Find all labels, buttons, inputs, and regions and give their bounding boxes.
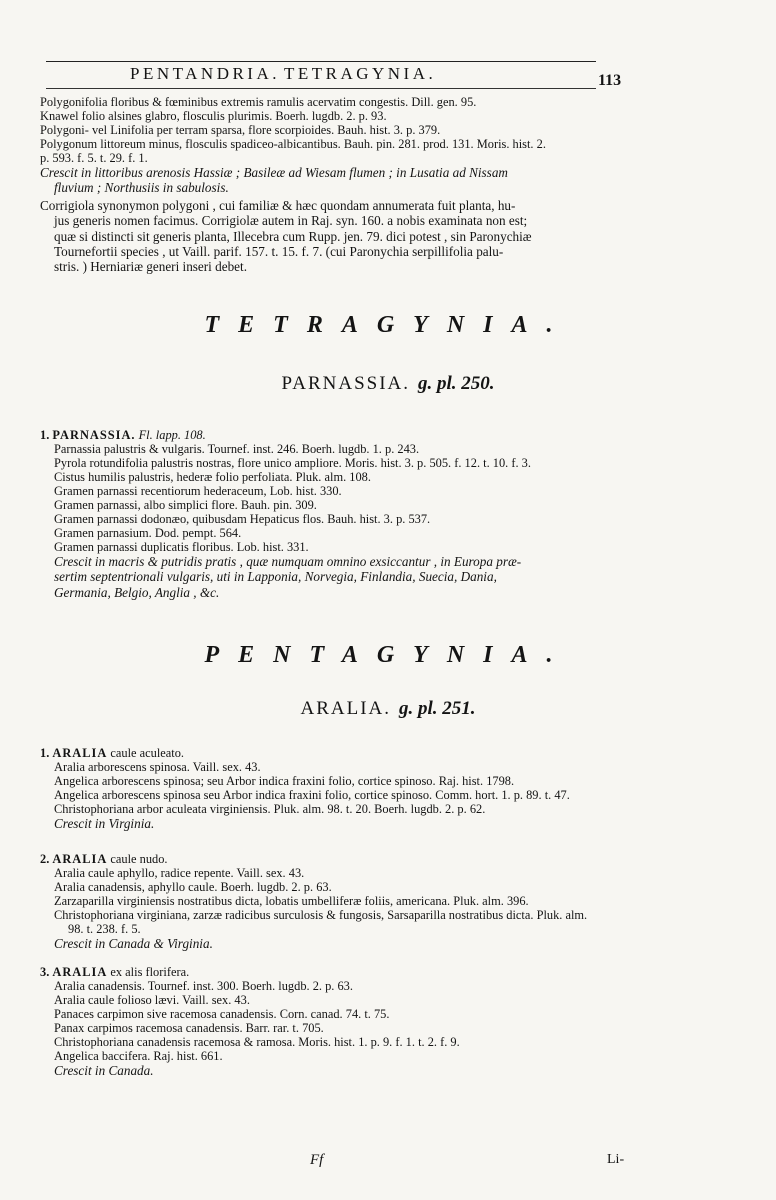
species-entry-aralia-2 — [40, 852, 740, 951]
species-diagnosis: caule aculeato. — [107, 746, 185, 760]
habitat-line: Germania, Belgio, Anglia , &c. — [54, 584, 220, 600]
synonym-line: Gramen parnassi, albo simplici flore. Bauh. pin. 309. — [54, 498, 317, 512]
genus-title-parnassia — [0, 373, 776, 395]
synonym-line: Aralia canadensis. Tournef. inst. 300. Boerh. lugdb. 2. p. 63. — [54, 979, 353, 993]
synonym-line: Christophoriana virginiana, zarzæ radicibus surculosis & fungosis, Sarsaparilla nostratibus dicta. Pluk. alm. — [54, 908, 588, 922]
species-heading — [40, 852, 740, 866]
species-entry-parnassia-1 — [40, 428, 740, 600]
habitat-line: Crescit in Virginia. — [54, 816, 155, 831]
running-header — [0, 62, 776, 90]
synonym-line: Christophoriana arbor aculeata virginiensis. Pluk. alm. 98. t. 20. Boerh. lugdb. 2. p. 62. — [54, 802, 486, 816]
habitat-line: fluvium ; Northusiis in sabulosis. — [54, 180, 229, 196]
synonym-line: Polygonifolia floribus & fœminibus extremis ramulis acervatim congestis. Dill. gen. 95. — [40, 95, 477, 109]
synonym-line: Pyrola rotundifolia palustris nostras, flore unico ampliore. Moris. hist. 3. p. 505. f. 12. t. 10. f. 3. — [54, 456, 531, 470]
note-line: jus generis nomen facimus. Corrigiolæ autem in Raj. syn. 160. a nobis examinata non est; — [54, 213, 528, 229]
synonym-line: Christophoriana canadensis racemosa & ramosa. Moris. hist. 1. p. 9. f. 1. t. 2. f. 9. — [54, 1035, 460, 1049]
genus-name: PARNASSIA. — [281, 373, 411, 394]
species-diagnosis: Fl. lapp. 108. — [135, 428, 206, 442]
species-entry-aralia-3 — [40, 965, 740, 1078]
species-heading — [40, 428, 740, 442]
species-number: 3. — [40, 965, 50, 979]
habitat-line: Crescit in Canada. — [54, 1063, 154, 1078]
habitat-line: Crescit in Canada & Virginia. — [54, 936, 213, 951]
species-number: 2. — [40, 852, 50, 866]
synonym-line: Angelica arborescens spinosa; seu Arbor indica fraxini folio, cortice spinoso. Raj. hist. 1798. — [54, 774, 515, 788]
species-diagnosis: ex alis florifera. — [107, 965, 190, 979]
habitat-line: Crescit in macris & putridis pratis , quæ numquam omnino exsiccantur , in Europa præ- — [54, 554, 522, 569]
section-title-pentagynia: PENTAGYNIA. — [204, 642, 572, 668]
species-diagnosis: caule nudo. — [107, 852, 168, 866]
species-heading — [40, 965, 740, 979]
species-number: 1. — [40, 428, 50, 442]
synonym-line: Gramen parnasium. Dod. pempt. 564. — [54, 526, 242, 540]
synonym-line: Gramen parnassi recentiorum hederaceum, Lob. hist. 330. — [54, 484, 342, 498]
note-line: Corrigiola synonymon polygoni , cui familiæ & hæc quondam annumerata fuit planta, hu- — [40, 197, 516, 213]
running-head-sep: . — [272, 64, 277, 83]
synonym-line: Aralia canadensis, aphyllo caule. Boerh. lugdb. 2. p. 63. — [54, 880, 332, 894]
synonym-line: Aralia arborescens spinosa. Vaill. sex. 43. — [54, 760, 261, 774]
synonym-line: p. 593. f. 5. t. 29. f. 1. — [40, 151, 148, 165]
synonym-line: Knawel folio alsines glabro, flosculis plurimis. Boerh. lugdb. 2. p. 93. — [40, 109, 387, 123]
synonym-line: Panax carpimos racemosa canadensis. Barr. rar. t. 705. — [54, 1021, 324, 1035]
running-head-left: PENTANDRIA — [130, 64, 273, 83]
species-genus-name: PARNASSIA. — [52, 428, 136, 442]
header-underline — [46, 88, 596, 89]
synonym-line: Polygonum littoreum minus, flosculis spadiceo-albicantibus. Bauh. pin. 281. prod. 131. Moris. hist. 2. — [40, 137, 546, 151]
genus-name: ARALIA. — [300, 698, 391, 719]
species-genus-name: ARALIA — [52, 965, 108, 979]
habitat-line: Crescit in littoribus arenosis Hassiæ ; Basileæ ad Wiesam flumen ; in Lusatia ad Nissam — [40, 165, 508, 180]
synonym-line: Zarzaparilla virginiensis nostratibus dicta, lobatis umbelliferæ foliis, americana. Pluk. alm. 396. — [54, 894, 529, 908]
synonym-line: Gramen parnassi dodonæo, quibusdam Hepaticus flos. Bauh. hist. 3. p. 537. — [54, 512, 431, 526]
species-genus-name: ARALIA — [52, 746, 108, 760]
synonym-line: Gramen parnassi duplicatis floribus. Lob. hist. 331. — [54, 540, 309, 554]
genus-reference: g. pl. 250. — [418, 373, 495, 394]
note-line: Tournefortii species , ut Vaill. parif. 157. t. 15. f. 7. (cui Paronychia serpillifolia palu- — [54, 244, 504, 260]
synonym-line: Aralia caule folioso lævi. Vaill. sex. 43. — [54, 993, 250, 1007]
synonym-line: Parnassia palustris & vulgaris. Tournef. inst. 246. Boerh. lugdb. 1. p. 243. — [54, 442, 420, 456]
note-line: quæ si distincti sit generis planta, Illecebra cum Rupp. jen. 79. dici potest , sin Paronychiæ — [54, 228, 532, 244]
species-genus-name: ARALIA — [52, 852, 108, 866]
synonym-line: Cistus humilis palustris, hederæ folio perfoliata. Pluk. alm. 108. — [54, 470, 371, 484]
synonym-line: Angelica baccifera. Raj. hist. 661. — [54, 1049, 223, 1063]
species-heading — [40, 746, 740, 760]
section-title-tetragynia: TETRAGYNIA. — [204, 312, 572, 338]
synonym-line: Angelica arborescens spinosa seu Arbor indica fraxini folio, cortice spinoso. Comm. hort. 1. p. 89. t. 47. — [54, 788, 570, 802]
catchword: Li- — [607, 1152, 625, 1167]
signature-mark: Ff — [310, 1152, 324, 1168]
synonym-line: 98. t. 238. f. 5. — [68, 922, 141, 936]
genus-reference: g. pl. 251. — [399, 698, 476, 719]
genus-title-aralia — [0, 698, 776, 720]
running-head-right: TETRAGYNIA. — [283, 64, 437, 83]
synonym-line: Panaces carpimon sive racemosa canadensis. Corn. canad. 74. t. 75. — [54, 1007, 390, 1021]
species-number: 1. — [40, 746, 50, 760]
running-head — [130, 64, 436, 84]
habitat-line: sertim septentrionali vulgaris, uti in Lapponia, Norvegia, Finlandia, Suecia, Dania, — [54, 569, 497, 585]
synonym-line: Polygoni- vel Linifolia per terram sparsa, flore scorpioides. Bauh. hist. 3. p. 379. — [40, 123, 441, 137]
species-entry-aralia-1 — [40, 746, 740, 831]
continued-entries — [40, 95, 740, 275]
page-number: 113 — [598, 72, 622, 89]
synonym-line: Aralia caule aphyllo, radice repente. Vaill. sex. 43. — [54, 866, 305, 880]
note-line: stris. ) Herniariæ generi inseri debet. — [54, 259, 247, 275]
